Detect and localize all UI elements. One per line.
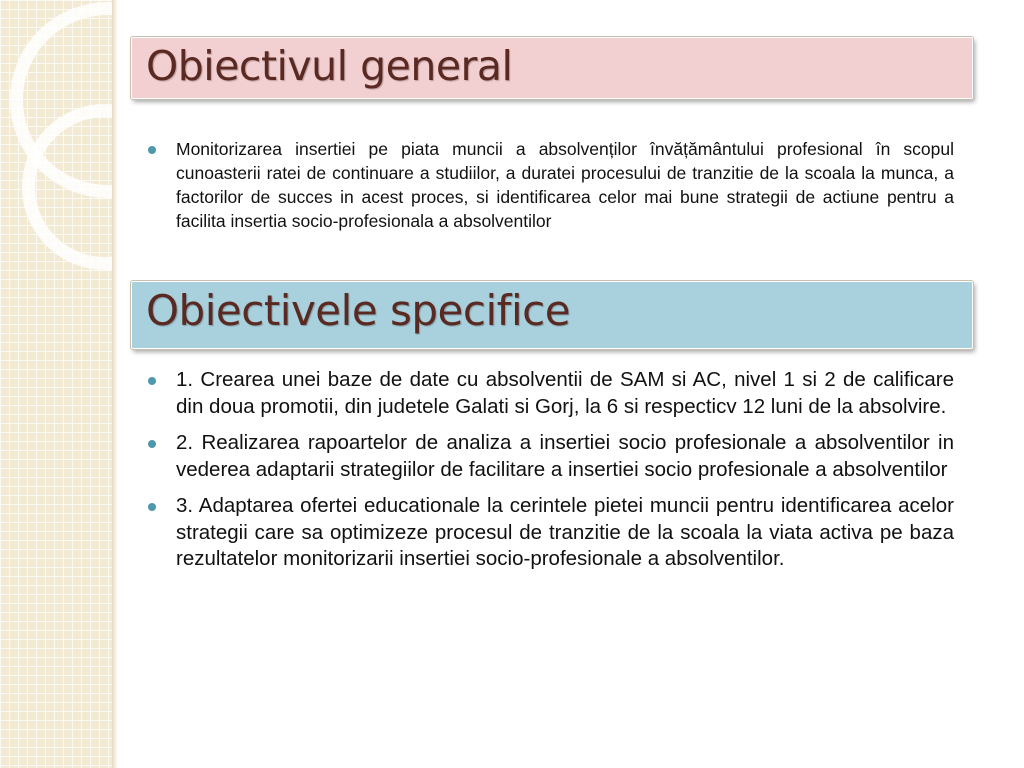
- specific-objectives-list: [148, 367, 954, 583]
- general-objective-list: [148, 137, 954, 233]
- list-item-text: 1. Crearea unei baze de date cu absolventii de SAM si AC, nivel 1 si 2 de calificare din doua promotii, din judetele Galati si Gorj, la 6 si respecticv 12 luni de la absolvire.: [176, 368, 954, 418]
- specific-objectives-title-box: [131, 281, 973, 349]
- bullet-dot-icon: [148, 440, 156, 448]
- list-item: [148, 137, 954, 233]
- list-item: [148, 493, 954, 573]
- side-strip-edge: [112, 0, 117, 768]
- bullet-dot-icon: [148, 503, 156, 511]
- bullet-dot-icon: [148, 377, 156, 385]
- list-item: [148, 367, 954, 420]
- bullet-dot-icon: [148, 146, 156, 154]
- general-objective-title: Obiectivul general: [146, 42, 513, 90]
- list-item-text: 3. Adaptarea ofertei educationale la cerintele pietei muncii pentru identificarea acelor strategii care sa optimizeze procesul de tranzitie de la scoala la viata activa pe baza rezultatelor monitorizarii insertiei socio-profesionale a absolventilor.: [176, 494, 954, 570]
- list-item-text: 2. Realizarea rapoartelor de analiza a insertiei socio profesionale a absolventilor in vederea adaptarii strategiilor de facilitare a insertiei socio profesionale a absolventilor: [176, 431, 954, 481]
- list-item: [148, 430, 954, 483]
- decorative-side-strip: [0, 0, 112, 768]
- specific-objectives-title: Obiectivele specifice: [146, 286, 571, 335]
- general-objective-title-box: [131, 37, 973, 99]
- list-item-text: Monitorizarea insertiei pe piata muncii a absolvenților învățământului profesional în scopul cunoasterii ratei de continuare a studiilor, a duratei procesului de tranzitie de la scoala la munca, a factorilor de succes in acest proces, si identificarea celor mai bune strategii de actiune pentru a facilita insertia socio-profesionala a absolventilor: [176, 139, 954, 231]
